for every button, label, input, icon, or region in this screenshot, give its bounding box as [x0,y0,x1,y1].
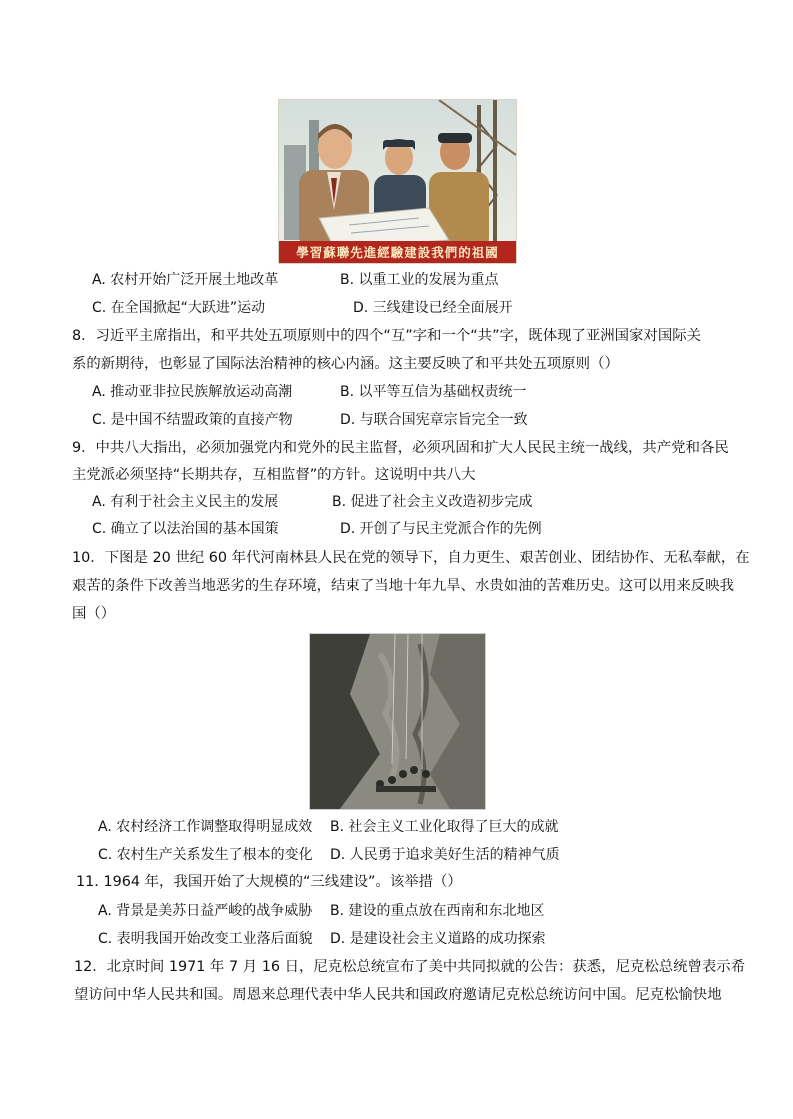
q9-option-d: D. 开创了与民主党派合作的先例 [340,521,542,537]
q11-option-a: A. 背景是美苏日益严峻的战争威胁 [98,903,313,919]
q11-stem-line-1: 11. 1964 年，我国开始了大规模的“三线建设”。该举措（） [76,874,462,890]
q9-option-a: A. 有利于社会主义民主的发展 [92,494,279,510]
q10-option-a: A. 农村经济工作调整取得明显成效 [98,819,313,835]
q10-option-c: C. 农村生产关系发生了根本的变化 [98,847,313,863]
q8-option-c: C. 是中国不结盟政策的直接产物 [92,412,293,428]
q9-stem-line-1: 9．中共八大指出，必须加强党内和党外的民主监督，必须巩固和扩大人民民主统一战线，共产党和各民 [72,440,729,456]
q8-stem-line-1: 8．习近平主席指出，和平共处五项原则中的四个“互”字和一个“共”字，既体现了亚洲国家对国际关 [72,328,701,344]
q11-option-c: C. 表明我国开始改变工业落后面貌 [98,931,313,947]
q7-option-a: A. 农村开始广泛开展土地改革 [92,272,279,288]
q8-option-d: D. 与联合国宪章宗旨完全一致 [340,412,528,428]
q10-stem-line-1: 10．下图是 20 世纪 60 年代河南林县人民在党的领导下，自力更生、艰苦创业、团结协作、无私奉献，在 [72,550,750,566]
cliff-photo-illustration [310,634,485,809]
q10-option-b: B. 社会主义工业化取得了巨大的成就 [330,819,559,835]
q9-stem-line-2: 主党派必须坚持“长期共存，互相监督”的方针。这说明中共八大 [72,467,476,483]
poster-illustration [279,100,516,263]
q9-option-b: B. 促进了社会主义改造初步完成 [332,494,533,510]
q8-stem-line-2: 系的新期待，也彰显了国际法治精神的核心内涵。这主要反映了和平共处五项原则（） [72,356,619,372]
q10-stem-line-3: 国（） [72,606,116,622]
q11-option-d: D. 是建设社会主义道路的成功探索 [330,931,546,947]
q10-stem-line-2: 艰苦的条件下改善当地恶劣的生存环境，结束了当地十年九旱、水贵如油的苦难历史。这可以用来反映我 [72,578,734,594]
q11-option-b: B. 建设的重点放在西南和东北地区 [330,903,545,919]
q9-option-c: C. 确立了以法治国的基本国策 [92,521,279,537]
poster-caption: 學習蘇聯先進經驗建設我們的祖國 [296,245,499,260]
q12-stem-line-2: 望访问中华人民共和国。周恩来总理代表中华人民共和国政府邀请尼克松总统访问中国。尼克松愉快地 [74,987,722,1003]
cliff-workers-photo [309,633,486,810]
q7-option-d: D. 三线建设已经全面展开 [353,300,513,316]
q10-option-d: D. 人民勇于追求美好生活的精神气质 [330,847,560,863]
q7-option-c: C. 在全国掀起“大跃进”运动 [92,300,266,316]
q12-stem-line-1: 12．北京时间 1971 年 7 月 16 日，尼克松总统宣布了美中共同拟就的公告：获悉，尼克松总统曾表示希 [74,959,746,975]
soviet-poster-image [278,99,517,264]
q7-option-b: B. 以重工业的发展为重点 [340,272,499,288]
q8-option-b: B. 以平等互信为基础权责统一 [340,384,527,400]
q8-option-a: A. 推动亚非拉民族解放运动高潮 [92,384,293,400]
